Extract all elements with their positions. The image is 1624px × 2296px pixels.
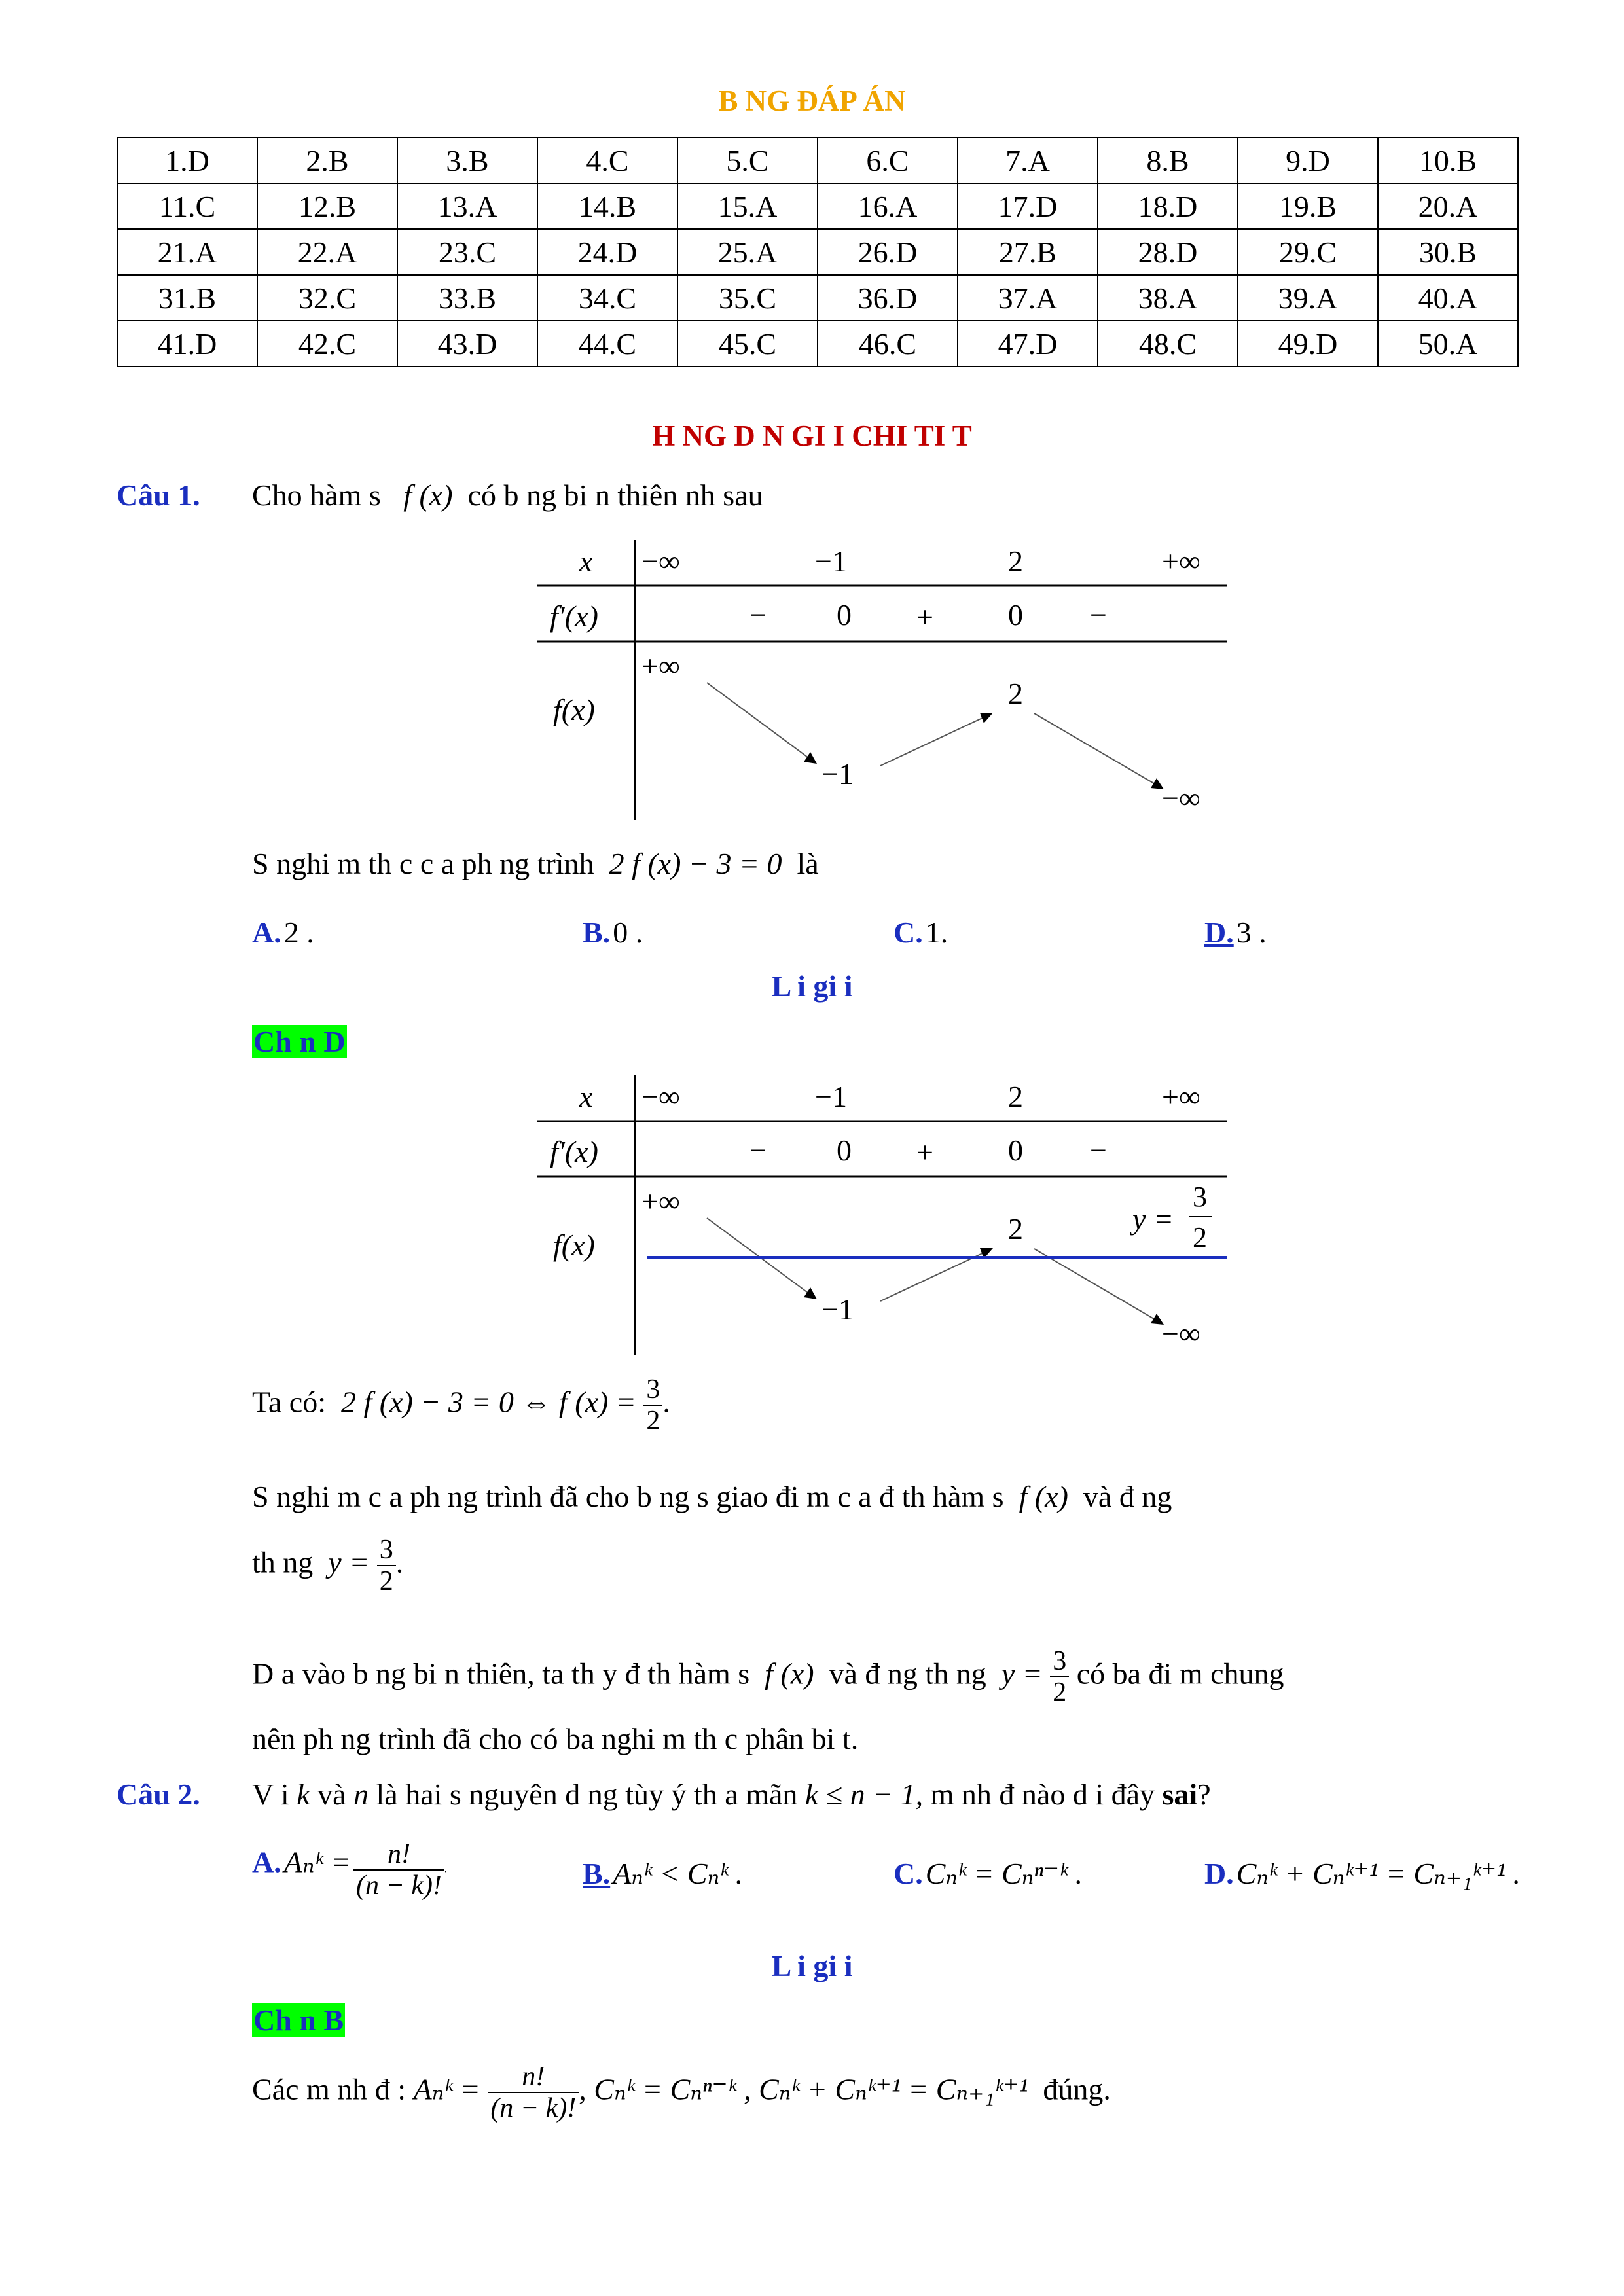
q2-option-a-fraction: $\frac{n!}{(n - k)!}$ bbox=[353, 1839, 444, 1901]
answer-cell: 27.B bbox=[958, 229, 1098, 275]
q2-stem-n: n bbox=[353, 1778, 369, 1811]
vt2-sign: 0 bbox=[837, 1134, 852, 1167]
answer-row bbox=[117, 229, 1518, 275]
q1-option-a-label: A. bbox=[252, 916, 281, 949]
q1-solution-para-1 bbox=[252, 1479, 1519, 1514]
q1-equation: 2 f (x) − 3 = 0 bbox=[609, 847, 782, 880]
q2-stem-c: là hai s nguyên d ng tùy ý th a mãn bbox=[376, 1778, 798, 1811]
answer-cell: 9.D bbox=[1238, 137, 1378, 183]
vt2-sign: − bbox=[1090, 1134, 1107, 1167]
answer-cell: 21.A bbox=[117, 229, 257, 275]
answer-cell: 41.D bbox=[117, 321, 257, 367]
answer-cell: 40.A bbox=[1378, 275, 1518, 321]
q2-option-c bbox=[893, 1856, 1083, 1891]
vt2-f-val: −∞ bbox=[1162, 1317, 1200, 1350]
q2-option-b-value: Aₙᵏ < Cₙᵏ . bbox=[613, 1857, 744, 1890]
vt2-sign: − bbox=[749, 1134, 767, 1167]
solution-title: H NG D N GI I CHI TI T bbox=[652, 420, 972, 452]
answer-cell: 31.B bbox=[117, 275, 257, 321]
vt1-sign: 0 bbox=[837, 598, 852, 632]
answer-cell: 16.A bbox=[818, 183, 958, 229]
vt2-x-label: x bbox=[579, 1080, 593, 1113]
vt1-arrow-increase bbox=[880, 717, 985, 766]
answer-cell: 32.C bbox=[257, 275, 397, 321]
answer-cell: 4.C bbox=[537, 137, 677, 183]
answer-cell: 1.D bbox=[117, 137, 257, 183]
answer-cell: 8.B bbox=[1098, 137, 1238, 183]
answer-cell: 29.C bbox=[1238, 229, 1378, 275]
answer-cell: 6.C bbox=[818, 137, 958, 183]
vt2-fprime-label: f′(x) bbox=[550, 1135, 598, 1168]
answer-cell: 17.D bbox=[958, 183, 1098, 229]
q2-option-a-lhs: Aₙᵏ = bbox=[283, 1845, 351, 1879]
q1-solution-heading: L i gi i bbox=[771, 969, 853, 1003]
q1-solution-para-3: nên ph ng trình đã cho có ba nghi m th c phân bi t. bbox=[252, 1722, 859, 1755]
vt2-x-val: −1 bbox=[815, 1080, 847, 1113]
vt1-f-val: −1 bbox=[821, 757, 854, 791]
q1-option-a-value: 2 . bbox=[283, 916, 314, 949]
vt1-x-label: x bbox=[579, 545, 593, 578]
vt1-f-label: f(x) bbox=[553, 693, 595, 726]
q1-option-a bbox=[252, 915, 314, 950]
q1-option-b bbox=[583, 915, 643, 950]
answer-cell: 50.A bbox=[1378, 321, 1518, 367]
q2-stem-d: m nh đ nào d i đây bbox=[930, 1778, 1155, 1811]
vt1-x-val: −1 bbox=[815, 545, 847, 578]
q2-option-d-label: D. bbox=[1204, 1857, 1234, 1890]
vt1-sign: − bbox=[1090, 598, 1107, 632]
vt1-f-val: −∞ bbox=[1162, 781, 1200, 815]
answer-key-table bbox=[117, 137, 1519, 367]
line-label-num: 3 bbox=[1193, 1181, 1207, 1213]
q2-option-b bbox=[583, 1856, 743, 1891]
answer-cell: 11.C bbox=[117, 183, 257, 229]
q2-solution-line bbox=[252, 2062, 1111, 2123]
vt2-sign: + bbox=[916, 1136, 933, 1169]
answer-cell: 24.D bbox=[537, 229, 677, 275]
answer-cell: 37.A bbox=[958, 275, 1098, 321]
answer-row bbox=[117, 275, 1518, 321]
q1-option-d-value: 3 . bbox=[1236, 916, 1267, 949]
vt2-x-val: 2 bbox=[1008, 1080, 1023, 1113]
vt1-arrow-decrease bbox=[1034, 713, 1157, 785]
q2-final-end: đúng. bbox=[1043, 2072, 1111, 2106]
question-1-stem bbox=[252, 478, 763, 512]
answer-cell: 30.B bbox=[1378, 229, 1518, 275]
q2-stem-end: ? bbox=[1197, 1778, 1211, 1811]
vt2-x-val: +∞ bbox=[1162, 1080, 1200, 1113]
vt2-arrow-decrease bbox=[1034, 1249, 1157, 1321]
q1-p1-text: S nghi m c a ph ng trình đã cho b ng s giao đi m c a đ th hàm s bbox=[252, 1480, 1004, 1513]
q1-taco-fraction: $\frac{3}{2}$ bbox=[643, 1374, 662, 1436]
answer-cell: 34.C bbox=[537, 275, 677, 321]
q1-p2-text: D a vào b ng bi n thiên, ta th y đ th hàm s bbox=[252, 1657, 750, 1691]
q2-chosen-answer bbox=[252, 2003, 345, 2037]
vt1-x-val: −∞ bbox=[641, 545, 680, 578]
answer-cell: 46.C bbox=[818, 321, 958, 367]
vt2-f-label: f(x) bbox=[553, 1229, 595, 1262]
q1-solution-para-2 bbox=[252, 1646, 1284, 1708]
answer-cell: 10.B bbox=[1378, 137, 1518, 183]
answer-cell: 12.B bbox=[257, 183, 397, 229]
q1-p2-text-b: và đ ng th ng bbox=[829, 1657, 986, 1691]
question-2-stem bbox=[252, 1777, 1211, 1812]
q1-stem-function: f (x) bbox=[403, 478, 453, 512]
vt1-f-val: 2 bbox=[1008, 677, 1023, 710]
variation-table-2 bbox=[524, 1069, 1231, 1357]
q1-p1-function: f (x) bbox=[1019, 1480, 1068, 1513]
q2-final-rest: , Cₙᵏ = Cₙⁿ⁻ᵏ , Cₙᵏ + Cₙᵏ⁺¹ = Cₙ₊₁ᵏ⁺¹ bbox=[579, 2072, 1028, 2106]
answer-cell: 35.C bbox=[677, 275, 818, 321]
q1-p1-y: y = bbox=[328, 1545, 370, 1579]
answer-cell: 38.A bbox=[1098, 275, 1238, 321]
q1-stem-text-a: Cho hàm s bbox=[252, 478, 381, 512]
answer-cell: 19.B bbox=[1238, 183, 1378, 229]
q1-option-b-value: 0 . bbox=[613, 916, 643, 949]
answer-cell: 48.C bbox=[1098, 321, 1238, 367]
q1-p1-fraction: $\frac{3}{2}$ bbox=[377, 1535, 396, 1596]
q1-p2-fraction: $\frac{3}{2}$ bbox=[1050, 1646, 1069, 1708]
variation-table-1 bbox=[524, 533, 1231, 821]
q1-prompt-text: S nghi m th c c a ph ng trình bbox=[252, 847, 594, 880]
vt2-arrow-increase bbox=[880, 1252, 985, 1301]
answer-cell: 25.A bbox=[677, 229, 818, 275]
answer-cell: 42.C bbox=[257, 321, 397, 367]
vt2-f-val: 2 bbox=[1008, 1212, 1023, 1246]
vt1-arrow-decrease bbox=[707, 683, 810, 759]
answer-cell: 26.D bbox=[818, 229, 958, 275]
q2-option-d-value: Cₙᵏ + Cₙᵏ⁺¹ = Cₙ₊₁ᵏ⁺¹ . bbox=[1236, 1857, 1521, 1890]
q1-solution-line-1: Ta có: 2 f (x) − 3 = 0 ⇔ f (x) = $\frac{3}{2}$ . bbox=[252, 1374, 670, 1436]
q2-stem-k: k bbox=[297, 1778, 310, 1811]
q2-chosen-highlight: Ch n B bbox=[253, 2003, 344, 2037]
answer-cell: 3.B bbox=[397, 137, 537, 183]
answer-cell: 47.D bbox=[958, 321, 1098, 367]
answer-cell: 14.B bbox=[537, 183, 677, 229]
q1-option-c bbox=[893, 915, 948, 950]
answer-cell: 28.D bbox=[1098, 229, 1238, 275]
q1-solution-para-1b: th ng y = $\frac{3}{2}$ . bbox=[252, 1535, 404, 1596]
answer-row bbox=[117, 183, 1518, 229]
vt2-f-val: −1 bbox=[821, 1293, 854, 1326]
question-2-label: Câu 2. bbox=[117, 1778, 200, 1811]
answer-cell: 43.D bbox=[397, 321, 537, 367]
q2-option-c-value: Cₙᵏ = Cₙⁿ⁻ᵏ . bbox=[925, 1857, 1083, 1890]
answer-cell: 33.B bbox=[397, 275, 537, 321]
q1-p2-text-c: có ba đi m chung bbox=[1076, 1657, 1284, 1691]
q2-stem-sai: sai bbox=[1162, 1778, 1198, 1811]
q2-stem-condition: k ≤ n − 1, bbox=[804, 1778, 924, 1811]
answer-cell: 36.D bbox=[818, 275, 958, 321]
vt1-sign: 0 bbox=[1008, 598, 1023, 632]
line-label-den: 2 bbox=[1193, 1221, 1207, 1253]
answer-row bbox=[117, 321, 1518, 367]
q1-option-d bbox=[1204, 915, 1267, 950]
vt1-x-val: +∞ bbox=[1162, 545, 1200, 578]
q2-final-text: Các m nh đ : bbox=[252, 2072, 406, 2106]
answer-cell: 39.A bbox=[1238, 275, 1378, 321]
q2-final-lhs: Aₙᵏ = bbox=[413, 2072, 480, 2106]
q1-option-b-label: B. bbox=[583, 916, 611, 949]
answer-cell: 2.B bbox=[257, 137, 397, 183]
vt2-x-val: −∞ bbox=[641, 1080, 680, 1113]
q2-option-a: A. Aₙᵏ = $\frac{n!}{(n - k)!}$ . bbox=[252, 1839, 447, 1901]
q1-chosen-highlight: Ch n D bbox=[253, 1025, 346, 1058]
question-1-label: Câu 1. bbox=[117, 478, 200, 512]
q1-option-c-label: C. bbox=[893, 916, 923, 949]
q1-p1-text-c: th ng bbox=[252, 1545, 314, 1579]
q2-solution-heading: L i gi i bbox=[771, 1949, 853, 1982]
q2-option-c-label: C. bbox=[893, 1857, 923, 1890]
q2-stem-a: V i bbox=[252, 1778, 289, 1811]
vt1-x-val: 2 bbox=[1008, 545, 1023, 578]
answer-cell: 20.A bbox=[1378, 183, 1518, 229]
q1-prompt-end: là bbox=[797, 847, 819, 880]
q2-stem-b: và bbox=[317, 1778, 346, 1811]
answer-cell: 49.D bbox=[1238, 321, 1378, 367]
answer-row bbox=[117, 137, 1518, 183]
answer-cell: 18.D bbox=[1098, 183, 1238, 229]
q1-p2-y: y = bbox=[1001, 1657, 1043, 1691]
vt2-f-val: +∞ bbox=[641, 1185, 680, 1218]
q2-final-fraction: $\frac{n!}{(n - k)!}$ bbox=[488, 2062, 579, 2123]
answer-cell: 13.A bbox=[397, 183, 537, 229]
q1-option-c-value: 1. bbox=[925, 916, 948, 949]
q2-option-d bbox=[1204, 1856, 1521, 1891]
vt2-sign: 0 bbox=[1008, 1134, 1023, 1167]
question-1-prompt bbox=[252, 846, 819, 881]
vt1-fprime-label: f′(x) bbox=[550, 600, 598, 633]
answer-cell: 23.C bbox=[397, 229, 537, 275]
q1-p1-text-b: và đ ng bbox=[1083, 1480, 1172, 1513]
answer-key-title: B NG ĐÁP ÁN bbox=[718, 84, 906, 117]
vt1-f-val: +∞ bbox=[641, 649, 680, 683]
answer-cell: 22.A bbox=[257, 229, 397, 275]
vt1-sign: − bbox=[749, 598, 767, 632]
q2-option-b-label: B. bbox=[583, 1857, 611, 1890]
q1-p2-function: f (x) bbox=[765, 1657, 814, 1691]
q1-taco-label: Ta có: bbox=[252, 1385, 327, 1419]
q1-stem-text-b: có b ng bi n thiên nh sau bbox=[467, 478, 763, 512]
answer-cell: 15.A bbox=[677, 183, 818, 229]
q2-option-a-label: A. bbox=[252, 1845, 281, 1879]
vt1-sign: + bbox=[916, 600, 933, 634]
answer-cell: 45.C bbox=[677, 321, 818, 367]
q1-option-d-label: D. bbox=[1204, 916, 1234, 949]
q1-chosen-answer bbox=[252, 1024, 347, 1059]
line-label-y: y = bbox=[1132, 1202, 1174, 1236]
answer-cell: 5.C bbox=[677, 137, 818, 183]
answer-cell: 7.A bbox=[958, 137, 1098, 183]
answer-cell: 44.C bbox=[537, 321, 677, 367]
q1-taco-equation: 2 f (x) − 3 = 0 ⇔ f (x) = bbox=[341, 1385, 636, 1419]
